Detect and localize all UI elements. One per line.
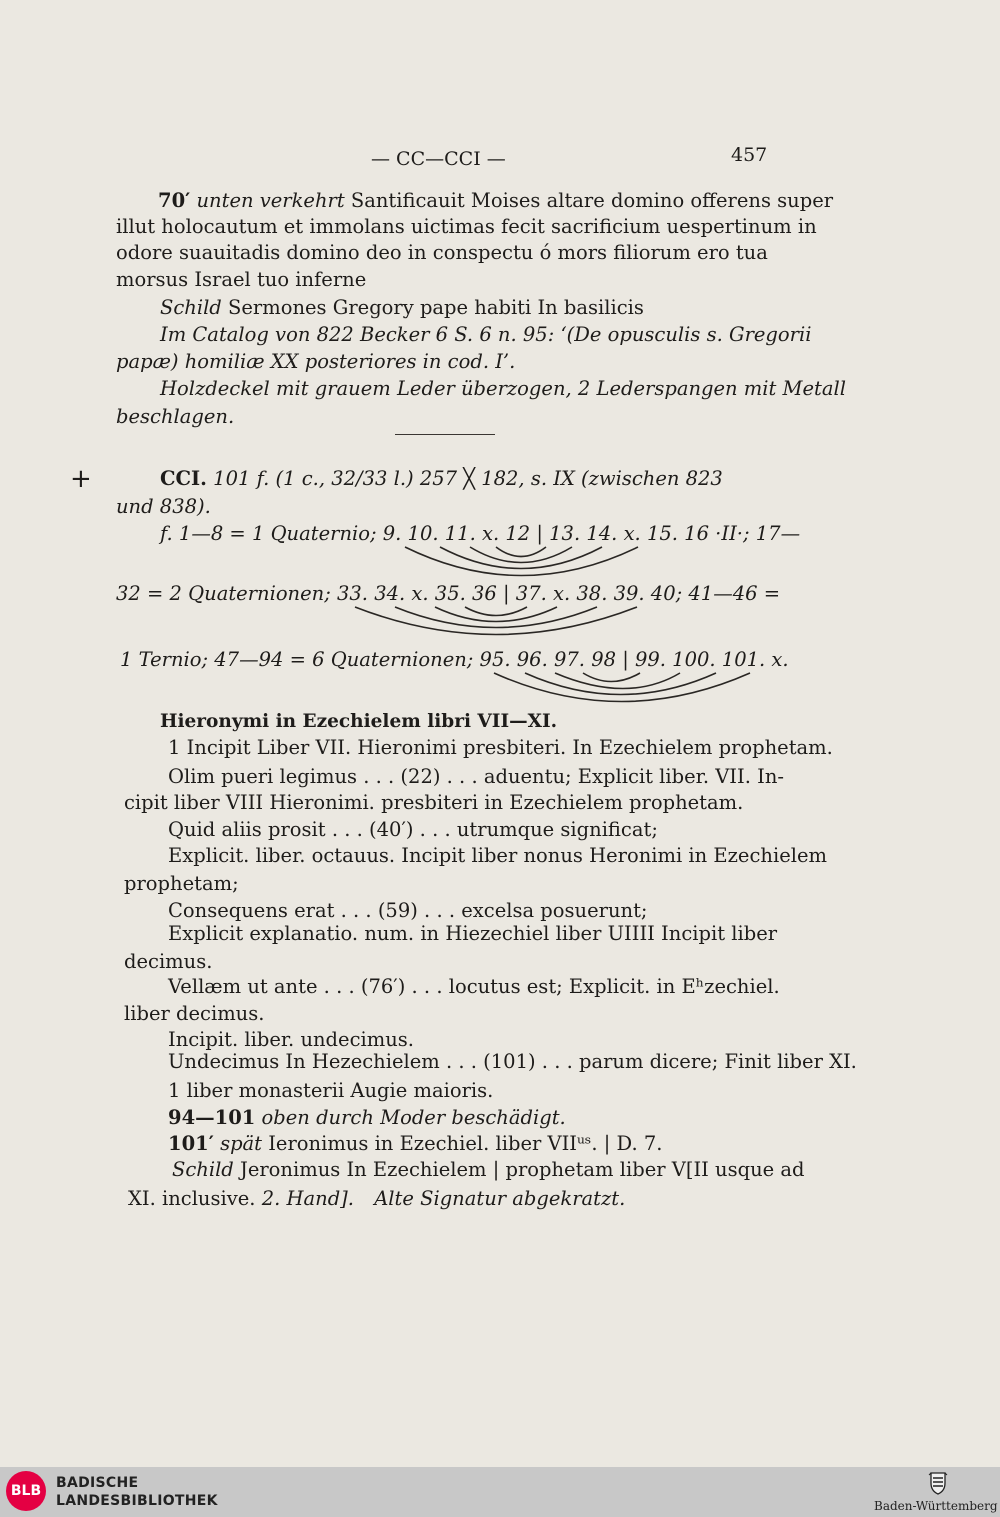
entry-number: CCI.: [160, 467, 207, 490]
quire-arc: [496, 547, 546, 557]
library-name-line-1: BADISCHE: [56, 1475, 139, 1491]
quire-arc: [494, 673, 750, 702]
cc-schild: Schild Sermones Gregory pape habiti In basilicis: [160, 296, 644, 319]
quire-arc: [525, 673, 716, 695]
quire-arc: [405, 547, 638, 576]
quire-arc: [435, 607, 557, 622]
quire-arc: [583, 673, 640, 682]
footer-bar: [0, 1467, 1000, 1517]
quires-line-1: f. 1—8 = 1 Quaternio; 9. 10. 11. x. 12 | 13. 14. x. 15. 16 ·II·; 17—: [160, 522, 801, 545]
cc-binding-1: Holzdeckel mit grauem Leder überzogen, 2 Lederspangen mit Metall: [160, 377, 846, 400]
running-title: — CC—CCI —: [371, 148, 506, 170]
text-line: Incipit. liber. undecimus.: [168, 1028, 414, 1051]
cc-line-1: 70′ unten verkehrt Santificauit Moises altare domino offerens super: [158, 189, 834, 212]
quires-line-3: 1 Ternio; 47—94 = 6 Quaternionen; 95. 96. 97. 98 | 99. 100. 101. x.: [120, 648, 789, 671]
damage-note: 94—101 oben durch Moder beschädigt.: [168, 1106, 566, 1129]
late-inscription: 101′ spät Ieronimus in Ezechiel. liber VIIᵘˢ. | D. 7.: [168, 1132, 663, 1155]
folio-ref: 70′: [158, 189, 191, 212]
text-line: decimus.: [124, 950, 213, 973]
cc-line-2: illut holocautum et immolans uictimas fecit sacrificium uespertinum in: [116, 215, 817, 238]
cci-desc-2: und 838).: [116, 495, 211, 518]
cci-schild-2: XI. inclusive. 2. Hand]. Alte Signatur abgekratzt.: [128, 1187, 626, 1210]
text-line: 1 liber monasterii Augie maioris.: [168, 1079, 494, 1102]
text-line: 1 Incipit Liber VII. Hieronimi presbiteri. In Ezechielem prophetam.: [168, 736, 833, 759]
cc-catalog-1: Im Catalog von 822 Becker 6 S. 6 n. 95: ‘(De opusculis s. Gregorii: [160, 323, 812, 346]
text-line: Explicit. liber. octauus. Incipit liber nonus Heronimi in Ezechielem: [168, 844, 828, 867]
quire-arc: [395, 607, 597, 628]
quire-arc: [470, 547, 572, 563]
coat-of-arms-icon: [924, 1469, 952, 1497]
cc-line-3: odore suauitadis domino deo in conspectu ó mors filiorum ero tua: [116, 241, 768, 264]
quire-arc: [465, 607, 527, 616]
quires-line-2: 32 = 2 Quaternionen; 33. 34. x. 35. 36 | 37. x. 38. 39. 40; 41—46 =: [116, 582, 781, 605]
text-line: cipit liber VIII Hieronimi. presbiteri in Ezechielem prophetam.: [124, 791, 744, 814]
text-line: Explicit explanatio. num. in Hiezechiel liber UIIII Incipit liber: [168, 922, 778, 945]
library-name-line-2: LANDESBIBLIOTHEK: [56, 1493, 218, 1509]
text-line: Consequens erat . . . (59) . . . excelsa posuerunt;: [168, 899, 648, 922]
text-line: Quid aliis prosit . . . (40′) . . . utrumque significat;: [168, 818, 658, 841]
cc-catalog-2: papæ) homiliæ XX posteriores in cod. I’.: [116, 350, 516, 373]
contents-title: Hieronymi in Ezechielem libri VII—XI.: [160, 711, 558, 732]
text-line: prophetam;: [124, 872, 239, 895]
cci-heading: CCI. 101 f. (1 c., 32/33 l.) 257 ╳ 182, s. IX (zwischen 823: [160, 467, 723, 490]
text-line: Vellæm ut ante . . . (76′) . . . locutus est; Explicit. in Eʰzechiel.: [168, 975, 780, 998]
margin-plus-mark: +: [70, 464, 92, 494]
text-line: Undecimus In Hezechielem . . . (101) . . . parum dicere; Finit liber XI.: [168, 1050, 857, 1073]
cc-binding-2: beschlagen.: [116, 405, 235, 428]
text-line: Olim pueri legimus . . . (22) . . . aduentu; Explicit liber. VII. In-: [168, 765, 784, 788]
blb-logo[interactable]: BLB: [6, 1471, 46, 1511]
quire-arc: [440, 547, 602, 569]
cci-schild: Schild Jeronimus In Ezechielem | prophetam liber V[II usque ad: [172, 1158, 805, 1181]
cc-line-4: morsus Israel tuo inferne: [116, 268, 367, 291]
state-label: Baden-Württemberg: [874, 1499, 998, 1513]
text-line: liber decimus.: [124, 1002, 265, 1025]
page-number: 457: [731, 144, 768, 166]
